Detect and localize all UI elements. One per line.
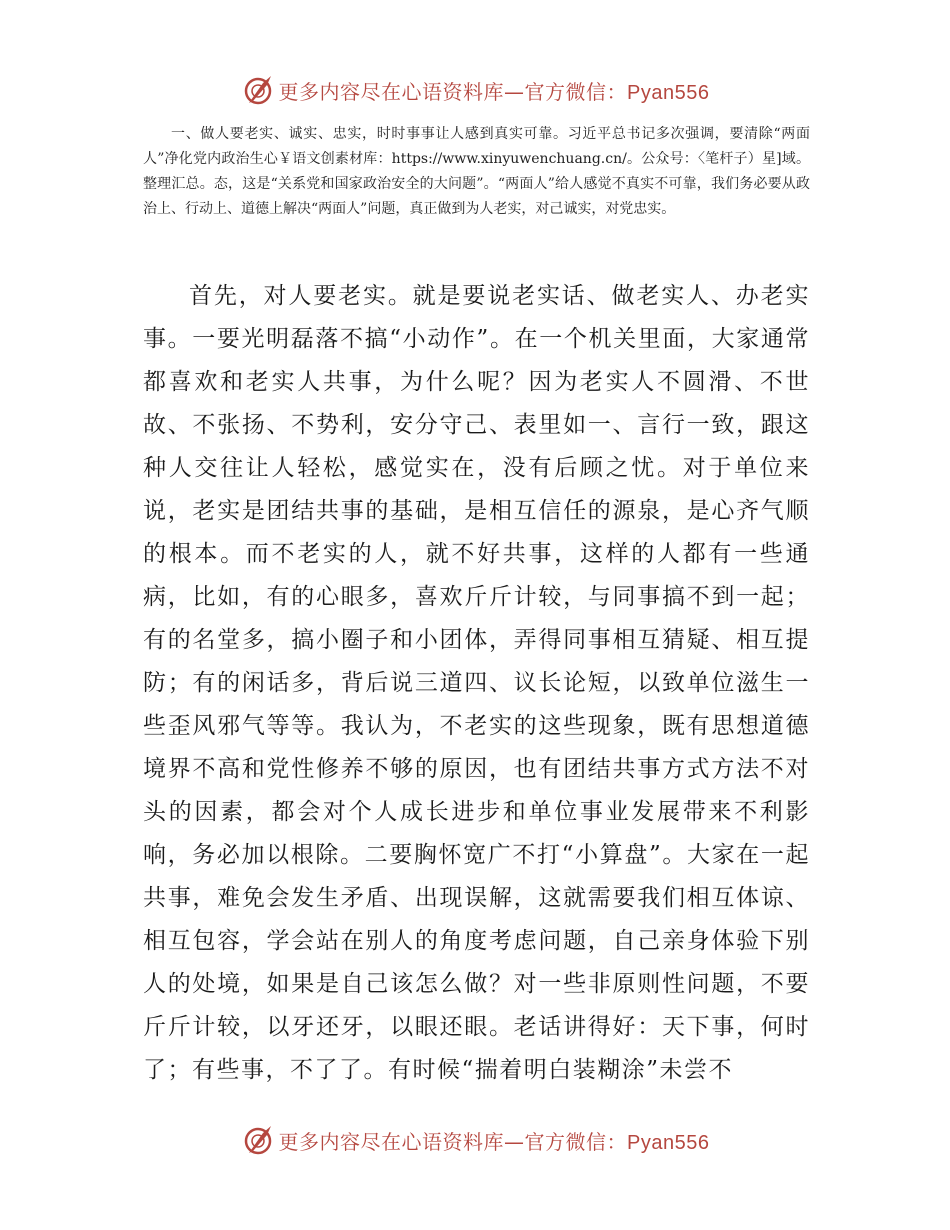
quill-logo-icon — [241, 1123, 275, 1157]
header-banner-text: 更多内容尽在心语资料库—官方微信：Pyan556 — [278, 79, 710, 104]
quill-logo-icon — [241, 73, 275, 107]
footer-banner — [0, 1120, 950, 1160]
header-wechat-handle: Pyan556 — [627, 81, 710, 104]
footer-banner-text: 更多内容尽在心语资料库—官方微信：Pyan556 — [278, 1129, 710, 1154]
intro-paragraph: 一、做人要老实、诚实、忠实，时时事事让人感到真实可靠。习近平总书记多次强调，要清除“两面人”净化党内政治生心￥语文创素材库：https://www.xinyuwenchuang.cn/。公众号：〈笔杆子）星]域。整理汇总。态，这是“关系党和国家政治安全的大问题”。“两面人”给人感觉不真实不可靠，我们务必要从政治上、行动上、道德上解决“两面人”问题，真正做到为人老实，对己诚实，对党忠实。 — [143, 126, 810, 217]
header-banner — [0, 70, 950, 110]
footer-wechat-handle: Pyan556 — [627, 1131, 710, 1154]
main-paragraph: 首先，对人要老实。就是要说老实话、做老实人、办老实事。一要光明磊落不搞“小动作”。在一个机关里面，大家通常都喜欢和老实人共事，为什么呢？因为老实人不圆滑、不世故、不张扬、不势利，安分守己、表里如一、言行一致，跟这种人交往让人轻松，感觉实在，没有后顾之忧。对于单位来说，老实是团结共事的基础，是相互信任的源泉，是心齐气顺的根本。而不老实的人，就不好共事，这样的人都有一些通病，比如，有的心眼多，喜欢斤斤计较，与同事搞不到一起；有的名堂多，搞小圈子和小团体，弄得同事相互猜疑、相互提防；有的闲话多，背后说三道四、议长论短，以致单位滋生一些歪风邪气等等。我认为，不老实的这些现象，既有思想道德境界不高和党性修养不够的原因，也有团结共事方式方法不对头的因素，都会对个人成长进步和单位事业发展带来不利影响，务必加以根除。二要胸怀宽广不打“小算盘”。大家在一起共事，难免会发生矛盾、出现误解，这就需要我们相互体谅、相互包容，学会站在别人的角度考虑问题，自己亲身体验下别人的处境，如果是自己该怎么做？对一些非原则性问题，不要斤斤计较，以牙还牙，以眼还眼。老话讲得好：天下事，何时了；有些事，不了了。有时候“揣着明白装糊涂”未尝不 — [143, 283, 810, 1083]
